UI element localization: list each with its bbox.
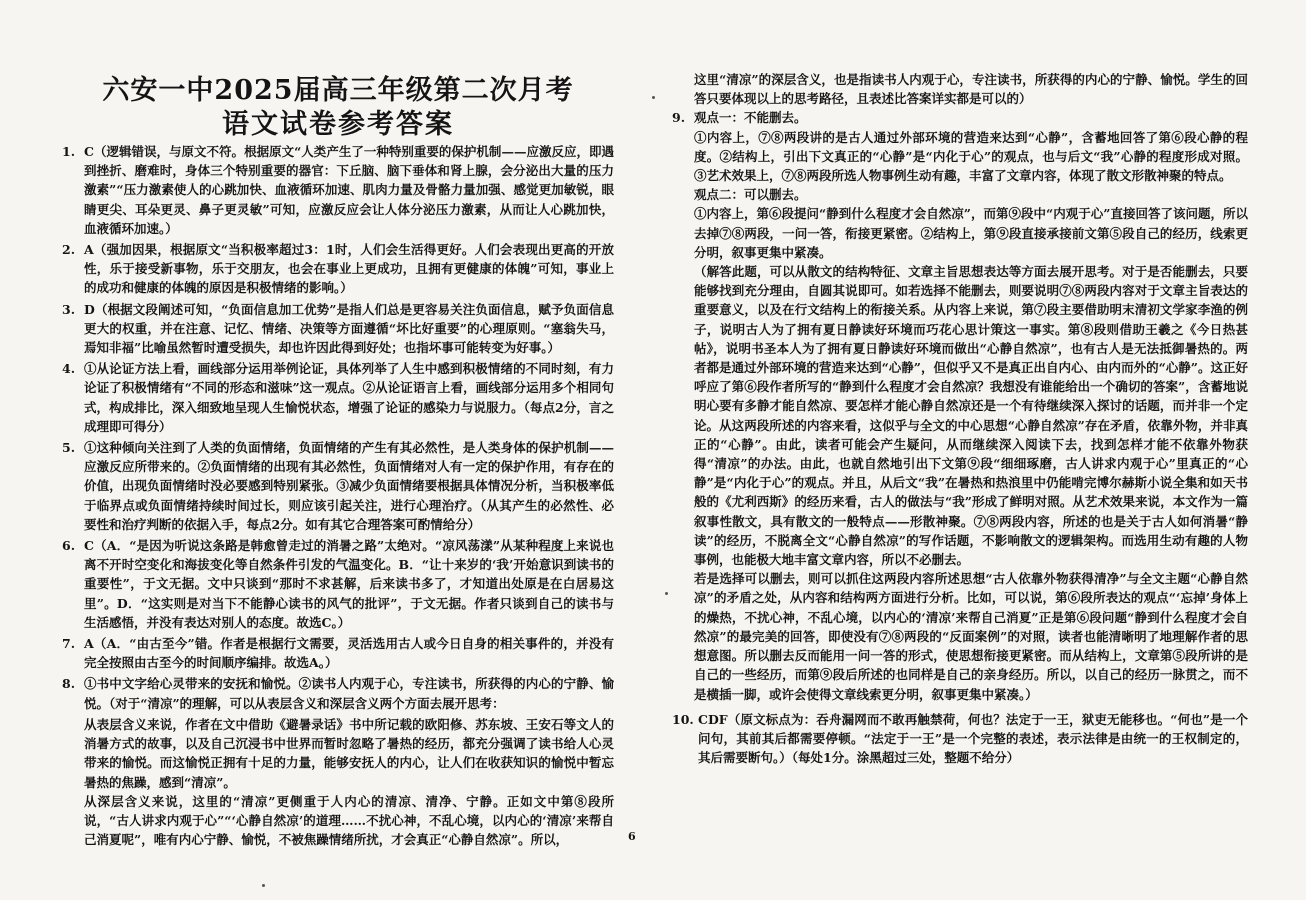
q8-deep-meaning: 从深层含义来说，这里的“清凉”更侧重于人内心的清凉、清净、宁静。正如文中第⑧段所说，“古人讲求内观于心”“‘心静自然凉’的道理……不扰心神，不乱心境，以内心的‘清凉’来帮自己消夏呢”，唯有内心宁静、愉悦，不被焦躁情绪所扰，才会真正“心静自然凉”。所以， <box>84 793 614 848</box>
answer-item-1 <box>62 142 614 238</box>
q8-continuation <box>672 70 1248 108</box>
answer-number: 8. <box>62 676 76 692</box>
answer-text: C（逻辑错误，与原文不符。根据原文“人类产生了一种特别重要的保护机制——应激反应，即遇到挫折、磨难时，身体三个特别重要的器官：下丘脑、脑下垂体和肾上腺，会分泌出大量的压力激素”“压力激素使人的心跳加快、血液循环加速、肌肉力量及骨骼力量加强、感觉更加敏锐，眼睛更尖、耳朵更灵、鼻子更灵敏”可知，应激反应会让人体分泌压力激素，从而让人心跳加快，血液循环加速。） <box>84 144 614 236</box>
q8-explanation <box>62 715 614 849</box>
answer-key-title: 语文试卷参考答案 <box>222 109 454 140</box>
answer-number: 4. <box>62 361 76 377</box>
answer-number: 1. <box>62 144 76 159</box>
q9-view1-text: ①内容上，⑦⑧两段讲的是古人通过外部环境的营造来达到“心静”，含蓄地回答了第⑥段心静的程度。②结构上，引出下文真正的“心静”是“内化于心”的观点，也与后文“我”心静的程度形成对照。③艺术效果上，⑦⑧两段所选人物事例生动有趣，丰富了文章内容，体现了散文形散神聚的特点。 <box>694 129 1248 184</box>
answer-text: C（A．“是因为听说这条路是韩愈曾走过的消暑之路”太绝对。“凉风荡漾”从某种程度上来说也离不开时空变化和海拔变化等自然条件引发的气温变化。B．“让十来岁的‘我’开始意识到读书的重要性”，于文无据。文中只谈到“那时不求甚解，后来读书多了，才知道出处原是在白居易这里”。D．“这实则是对当下不能静心读书的风气的批评”，于文无据。作者只谈到自己的读书与生活感悟，并没有表达对别人的态度。故选C。） <box>84 538 614 630</box>
answer-number: 3. <box>62 301 76 317</box>
answer-number: 9. <box>672 110 686 126</box>
answer-item-7 <box>62 634 614 672</box>
answer-item-2 <box>62 240 614 298</box>
answer-text: D（根据文段阐述可知，“负面信息加工优势”是指人们总是更容易关注负面信息，赋予负面信息更大的权重，并在注意、记忆、情绪、决策等方面遵循“坏比好重要”的心理原则。“塞翁失马，焉知非福”比喻虽然暂时遭受损失，却也许因此得到好处；也指坏事可能转变为好事。） <box>84 301 614 356</box>
title-block <box>62 74 614 142</box>
answer-text: ①书中文字给心灵带来的安抚和愉悦。②读书人内观于心，专注读书，所获得的内心的宁静、愉悦。（对于“清凉”的理解，可以从表层含义和深层含义两个方面去展开思考： <box>84 676 614 711</box>
q9-view2-text: ①内容上，第⑥段提问“静到什么程度才会自然凉”，而第⑨段中“内观于心”直接回答了该问题，所以去掉⑦⑧两段，一问一答，衔接更紧密。②结构上，第⑨段直接承接前文第⑤段自己的经历，线索更分明，叙事更集中紧凑。 <box>694 206 1248 260</box>
answer-item-10 <box>672 710 1248 768</box>
answer-list-left <box>62 142 614 713</box>
q9-view1-title: 观点一：不能删去。 <box>694 110 807 126</box>
q9-analysis-keep: （解答此题，可以从散文的结构特征、文章主旨思想表达等方面去展开思考。对于是否能删去，只要能够找到充分理由，自圆其说即可。如若选择不能删去，则要说明⑦⑧两段内容对于文章主旨表达的重要意义，以及在行文结构上的衔接关系。从内容上来说，第⑦段主要借助明末清初文学家李渔的例子，说明古人为了拥有夏日静读好环境而巧花心思计策这一事实。第⑧段则借助王羲之《今日热甚帖》，说明书圣本人为了拥有夏日静读好环境而做出“心静自然凉”，也有古人是无法抵御暑热的。两者都是通过外部环境的营造来达到“心静”，但似乎又不是真正出自内心、由内而外的“心静”。这正好呼应了第⑥段作者所写的“静到什么程度才会自然凉？我想没有谁能给出一个确切的答案”，含蓄地说明心要有多静才能自然凉、要怎样才能心静自然凉还是一个有待继续深入探讨的话题，而并非一个定论。从这两段所述的内容来看，这似乎与全文的中心思想“心静自然凉”存在矛盾，依靠外物，并非真正的“心静”。由此，读者可能会产生疑问，从而继续深入阅读下去，找到怎样才能不依靠外物获得“清凉”的办法。由此，也就自然地引出下文第⑨段“细细琢磨，古人讲求内观于心”里真正的“心静”是“内化于心”的观点。并且，从后文“我”在暑热和热浪里中仍能啃完博尔赫斯小说全集和如天书般的《尤利西斯》的经历来看，古人的做法与“我”形成了鲜明对照。从艺术效果来说，本文作为一篇叙事性散文，具有散文的一般特点——形散神聚。⑦⑧两段内容，所述的也是关于古人如何消暑“静读”的经历，不脱离全文“心静自然凉”的写作话题，不影响散文的逻辑架构。而选用生动有趣的人物事例，也能极大地丰富文章内容，所以不必删去。 <box>694 264 1248 568</box>
answer-item-9 <box>672 108 1248 703</box>
answer-item-4 <box>62 359 614 436</box>
q9-analysis-delete: 若是选择可以删去，则可以抓住这两段内容所述思想“古人依靠外物获得清净”与全文主题“心静自然凉”的矛盾之处，从内容和结构两方面进行分析。比如，可以说，第⑥段所表达的观点“‘忘掉’身体上的燥热，不扰心神，不乱心境，以内心的‘清凉’来帮自己消夏”正是第⑥段问题“静到什么程度才会自然凉”的最完美的回答，即使没有⑦⑧两段的“反面案例”的对照，读者也能清晰明了地理解作者的思想意图。所以删去反而能用一问一答的形式，使思想衔接更紧密。而从结构上，文章第⑤段所讲的是自己的一些经历，而第⑨段后所述的也同样是自己的亲身经历。所以，以自己的经历一脉贯之，而不是横插一脚，或许会使得文章线索更分明，叙事更集中紧凑。） <box>694 571 1248 702</box>
q8-surface-meaning: 从表层含义来说，作者在文中借助《避暑录话》书中所记载的欧阳修、苏东坡、王安石等文人的消暑方式的故事，以及自己沉浸书中世界而暂时忽略了暑热的经历，都充分强调了读书给人心灵带来的愉悦。而这愉悦正拥有十足的力量，能够安抚人的内心，让人们在收获知识的愉悦中暂忘暑热的焦躁，感到“清凉”。 <box>84 716 614 790</box>
exam-title: 六安一中2025届高三年级第二次月考 <box>102 75 574 106</box>
answer-number: 7. <box>62 636 76 652</box>
answer-text: A（强加因果，根据原文“当积极率超过3：1时，人们会生活得更好。人们会表现出更高的开放性，乐于接受新事物，乐于交朋友，也会在事业上更成功，且拥有更健康的体魄”可知，事业上的成功和健康的体魄的原因是积极情绪的影响。） <box>84 242 614 296</box>
answer-number: 10. <box>672 711 694 727</box>
right-column <box>672 0 1248 769</box>
answer-number: 6. <box>62 538 76 554</box>
scan-speck <box>665 592 668 595</box>
answer-item-6 <box>62 536 614 632</box>
scan-speck <box>652 96 655 99</box>
scan-speck <box>262 884 265 887</box>
answer-item-3 <box>62 300 614 358</box>
q9-view2-title: 观点二：可以删去。 <box>694 187 807 203</box>
answer-item-5 <box>62 438 614 534</box>
answer-text: ①从论证方法上看，画线部分运用举例论证，具体列举了人生中感到积极情绪的不同时刻，有力论证了积极情绪有“不同的形态和滋味”这一观点。②从论证语言上看，画线部分运用多个相同句式，构成排比，深入细致地呈现人生愉悦状态，增强了论证的感染力与说服力。（每点2分，言之成理即可得分） <box>84 361 614 434</box>
page-number: 6 <box>628 830 636 843</box>
answer-item-8 <box>62 674 614 712</box>
left-column <box>62 0 614 849</box>
answer-number: 5. <box>62 440 76 456</box>
answer-text: ①这种倾向关注到了人类的负面情绪，负面情绪的产生有其必然性，是人类身体的保护机制——应激反应所带来的。②负面情绪的出现有其必然性，负面情绪对人有一定的保护作用，有存在的价值，出现负面情绪时没必要感到特别紧张。③减少负面情绪要根据具体情况分析，当积极率低于临界点或负面情绪持续时间过长，则应该引起关注，进行心理治疗。（从其产生的必然性、必要性和治疗判断的依据入手，每点2分。如有其它合理答案可酌情给分） <box>84 440 614 532</box>
q8-continuation-text: 这里“清凉”的深层含义，也是指读书人内观于心，专注读书，所获得的内心的宁静、愉悦。学生的回答只要体现以上的思考路径，且表述比答案详实都是可以的） <box>694 72 1248 107</box>
q10-text: CDF（原文标点为：吞舟漏网而不敢再触禁荷，何也？法定于一王，狱吏无能移也。“何也”是一个问句，其前其后都需要停顿。“法定于一王”是一个完整的表述，表示法律是由统一的王权制定的，其后需要断句。）（每处1分。涂黑超过三处，整题不给分） <box>698 711 1248 766</box>
answer-text: A（A．“由古至今”错。作者是根据行文需要，灵活选用古人或今日自身的相关事件的，并没有完全按照由古至今的时间顺序编排。故选A。） <box>84 636 614 671</box>
answer-number: 2. <box>62 242 76 258</box>
